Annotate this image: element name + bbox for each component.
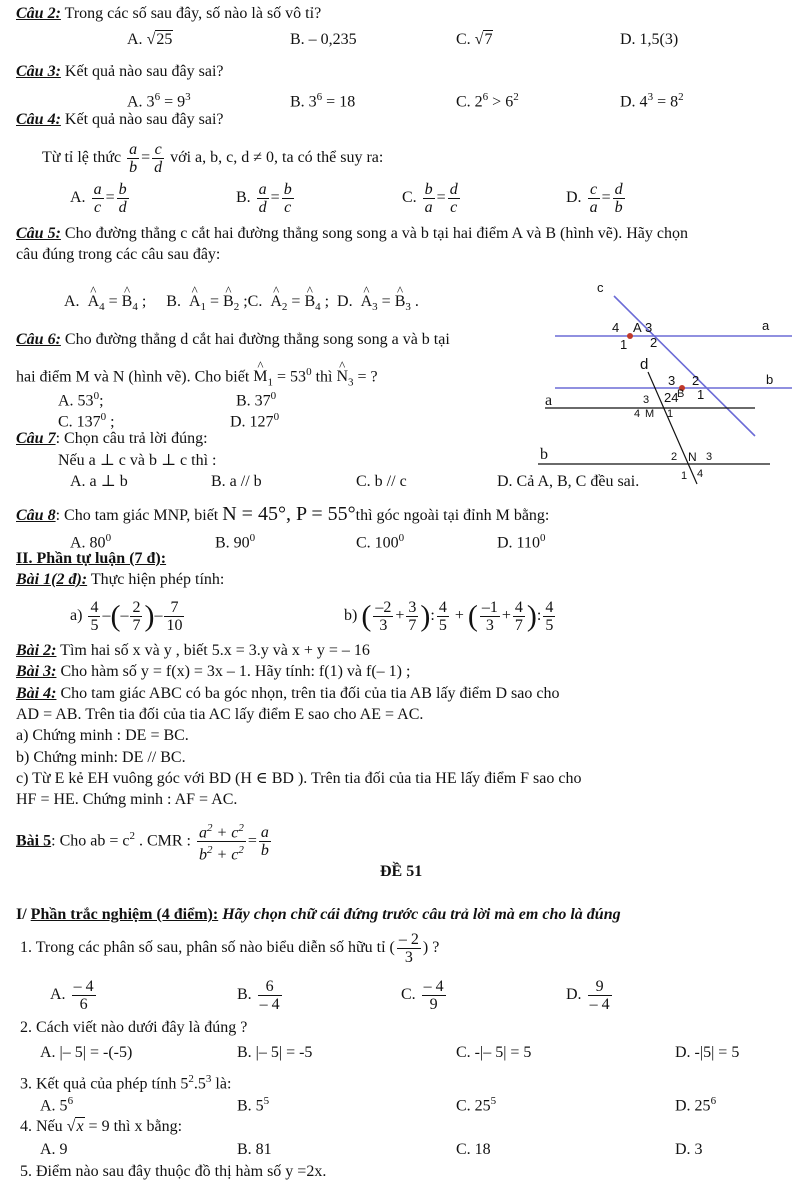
fig-label-p1: 1 xyxy=(620,337,628,352)
n4-option-a: A. 9 xyxy=(40,1141,68,1158)
n3-option-b: B. $5^5$ xyxy=(237,1095,270,1115)
bai1-line: Bài 1(2 đ): Thực hiện phép tính: xyxy=(16,571,225,588)
fig-label-q34: 3 xyxy=(643,394,650,406)
fig-label-a2: a xyxy=(545,392,553,409)
fig-label-d: d xyxy=(640,356,649,373)
q2-option-a: A. √25 xyxy=(127,31,173,48)
q3-option-c: C. $2^6 > 6^2$ xyxy=(456,91,519,111)
q6-option-c: C. $137^0$ ; xyxy=(58,411,115,431)
q8-option-d: D. $110^0$ xyxy=(497,532,546,552)
q6-line2: hai điểm M và N (hình vẽ). Cho biết ^ $M_1 = 53^0$ thì ^ $N_3$ = ? xyxy=(16,362,378,393)
q7-option-a: A. a ⊥ b xyxy=(70,473,128,490)
bai4-line1: Bài 4: Cho tam giác ABC có ba góc nhọn, trên tia đối của tia AB lấy điểm D sao cho xyxy=(16,685,560,702)
fig-label-n2: 2 xyxy=(671,451,678,463)
fig-label-p4: 4 xyxy=(612,320,620,335)
q6-option-d: D. $127^0$ xyxy=(230,411,280,431)
n4-option-d: D. 3 xyxy=(675,1141,703,1158)
q4-option-b: B. $\frac{a}{d}$ = $\frac{b}{c}$ xyxy=(236,180,292,216)
n2-option-a: A. |– 5| = -(-5) xyxy=(40,1044,133,1061)
n1-option-a: A. $\frac{- 4}{6}$ xyxy=(50,977,94,1013)
n2-option-b: B. |– 5| = -5 xyxy=(237,1044,313,1061)
q5-line1: Câu 5: Cho đường thẳng c cắt hai đường thẳng song song a và b tại hai điểm A và B (hình vẽ). Hãy chọn xyxy=(16,225,688,242)
q3-option-b: B. $3^6 = 18$ xyxy=(290,91,356,111)
q3-line: Câu 3: Kết quả nào sau đây sai? xyxy=(16,63,224,80)
n4-line: 4. Nếu √x = 9 thì x bằng: xyxy=(20,1118,183,1135)
fig-label-pA: A xyxy=(633,320,642,335)
q3-option-a: A. $3^6 = 9^3$ xyxy=(127,91,191,111)
q6-option-a: A. $53^0$; xyxy=(58,390,104,410)
n2-option-d: D. -|5| = 5 xyxy=(675,1044,740,1061)
n4-option-b: B. 81 xyxy=(237,1141,272,1158)
q7-option-c: C. b // c xyxy=(356,473,407,490)
q7-line: Câu 7: Chọn câu trả lời đúng: xyxy=(16,430,208,447)
fig-label-nN: N xyxy=(688,450,697,464)
fig-label-n3: 3 xyxy=(706,451,713,463)
q8-option-c: C. $100^0$ xyxy=(356,532,405,552)
bai3-line: Bài 3: Cho hàm số y = f(x) = 3x – 1. Hãy tính: f(1) và f(– 1) ; xyxy=(16,663,411,680)
q2-option-b: B. – 0,235 xyxy=(290,31,357,48)
n1-option-b: B. $\frac{6}{- 4}$ xyxy=(237,977,280,1013)
q4-option-c: C. $\frac{b}{a}$ = $\frac{d}{c}$ xyxy=(402,180,458,216)
q7-option-d: D. Cả A, B, C đều sai. xyxy=(497,473,640,490)
fig-label-p2: 2 xyxy=(650,335,658,350)
fig-label-c: c xyxy=(597,280,604,295)
q7-option-b: B. a // b xyxy=(211,473,262,490)
n1-option-d: D. $\frac{9}{- 4}$ xyxy=(566,977,610,1013)
part2-title: II. Phần tự luận (7 đ): xyxy=(16,550,167,567)
n2-line: 2. Cách viết nào dưới đây là đúng ? xyxy=(20,1019,248,1036)
fig-label-m1: 1 xyxy=(667,408,674,420)
q4-proportion: Từ tỉ lệ thức $\frac{a}{b}$ = $\frac{c}{d}$ với a, b, c, d ≠ 0, ta có thể suy ra: xyxy=(42,140,384,176)
bai1-b: b) ( $\frac{-2}{3}$ + $\frac{3}{7}$ ): $\frac{4}{5}$ + ( $\frac{-1}{3}$ + $\frac{4}{7}$ ): $\frac{4}{5}$ xyxy=(344,598,554,634)
bai4-line5: c) Từ E kẻ EH vuông góc với BD (H ∈ BD ). Trên tia đối của tia HE lấy điểm F sao cho xyxy=(16,770,582,787)
bai4-line3: a) Chứng minh : DE = BC. xyxy=(16,727,189,744)
n2-option-c: C. -|– 5| = 5 xyxy=(456,1044,532,1061)
fig-label-mM: M xyxy=(645,408,655,420)
q2-option-c: C. √7 xyxy=(456,31,493,48)
bai4-line6: HF = HE. Chứng minh : AF = AC. xyxy=(16,791,238,808)
fig-label-q24: 24 xyxy=(664,390,679,405)
q2-label: Câu 2: xyxy=(16,5,61,22)
bai5-line: Bài 5: Cho ab = $c^2$ . CMR : $\frac{a^2 + c^2}{b^2 + c^2}$ = $\frac{a}{b}$ xyxy=(16,821,269,864)
fig-label-q2: 2 xyxy=(692,373,700,388)
bai2-line: Bài 2: Tìm hai số x và y , biết 5.x = 3.y và x + y = – 16 xyxy=(16,642,370,659)
q5-line2: câu đúng trong các câu sau đây: xyxy=(16,246,221,263)
n3-option-c: C. $25^5$ xyxy=(456,1095,497,1115)
q2-line: Câu 2: Trong các số sau đây, số nào là số vô tỉ? xyxy=(16,5,322,22)
fig-label-p3: 3 xyxy=(645,320,653,335)
q6-line1: Câu 6: Cho đường thẳng d cắt hai đường thẳng song song a và b tại xyxy=(16,331,450,348)
q2-option-d: D. 1,5(3) xyxy=(620,31,679,48)
fig-label-b2: b xyxy=(540,446,548,463)
q4-option-d: D. $\frac{c}{a}$ = $\frac{d}{b}$ xyxy=(566,180,623,216)
fig-label-b1: b xyxy=(766,372,774,387)
q4-option-a: A. $\frac{a}{c}$ = $\frac{b}{d}$ xyxy=(70,180,127,216)
fig-label-n4: 4 xyxy=(697,468,704,480)
n3-option-a: A. $5^6$ xyxy=(40,1095,74,1115)
n3-option-d: D. $25^6$ xyxy=(675,1095,717,1115)
q8-option-b: B. $90^0$ xyxy=(215,532,256,552)
fig-label-q1: 1 xyxy=(697,387,705,402)
q7-condition: Nếu a ⊥ c và b ⊥ c thì : xyxy=(58,452,217,469)
n1-option-c: C. $\frac{- 4}{9}$ xyxy=(401,977,444,1013)
bai1-a: a) $\frac{4}{5}$ –(– $\frac{2}{7}$ )– $\frac{7}{10}$ xyxy=(70,598,183,634)
bai4-line4: b) Chứng minh: DE // BC. xyxy=(16,749,186,766)
q3-option-d: D. $4^3 = 8^2$ xyxy=(620,91,684,111)
n4-option-c: C. 18 xyxy=(456,1141,491,1158)
fig-label-q3: 3 xyxy=(668,373,676,388)
q6-option-b: B. $37^0$ xyxy=(236,390,277,410)
fig-label-n1: 1 xyxy=(681,470,688,482)
part1-heading: I/ Phần trắc nghiệm (4 điểm): Hãy chọn chữ cái đứng trước câu trả lời mà em cho là đúng xyxy=(16,906,621,923)
q8-option-a: A. $80^0$ xyxy=(70,532,112,552)
n3-line: 3. Kết quả của phép tính $5^2.5^3$ là: xyxy=(20,1073,232,1093)
q5-options: A. ^ $A_4$ = ^ $B_4$ ; B. ^ $A_1$ = ^ $B_2$ ;C. ^ $A_2$ = ^ $B_4$ ; D. ^ $A_3$ = ^ $B_3$ . xyxy=(64,292,419,317)
fig-label-qB: B xyxy=(677,388,685,400)
q8-line: Câu 8: Cho tam giác MNP, biết N = 45°, P = 55°thì góc ngoài tại đỉnh M bằng: xyxy=(16,503,550,525)
bai4-line2: AD = AB. Trên tia đối của tia AC lấy điểm E sao cho AE = AC. xyxy=(16,706,424,723)
n1-line: 1. Trong các phân số sau, phân số nào biểu diễn số hữu tỉ ( $\frac{- 2}{3}$ ) ? xyxy=(20,930,440,966)
q4-line: Câu 4: Kết quả nào sau đây sai? xyxy=(16,111,224,128)
n5-line: 5. Điểm nào sau đây thuộc đồ thị hàm số y =2x. xyxy=(20,1163,327,1180)
fig-label-m4: 4 xyxy=(634,408,641,420)
de-title: ĐỀ 51 xyxy=(380,863,423,880)
fig-label-a1: a xyxy=(762,318,770,333)
